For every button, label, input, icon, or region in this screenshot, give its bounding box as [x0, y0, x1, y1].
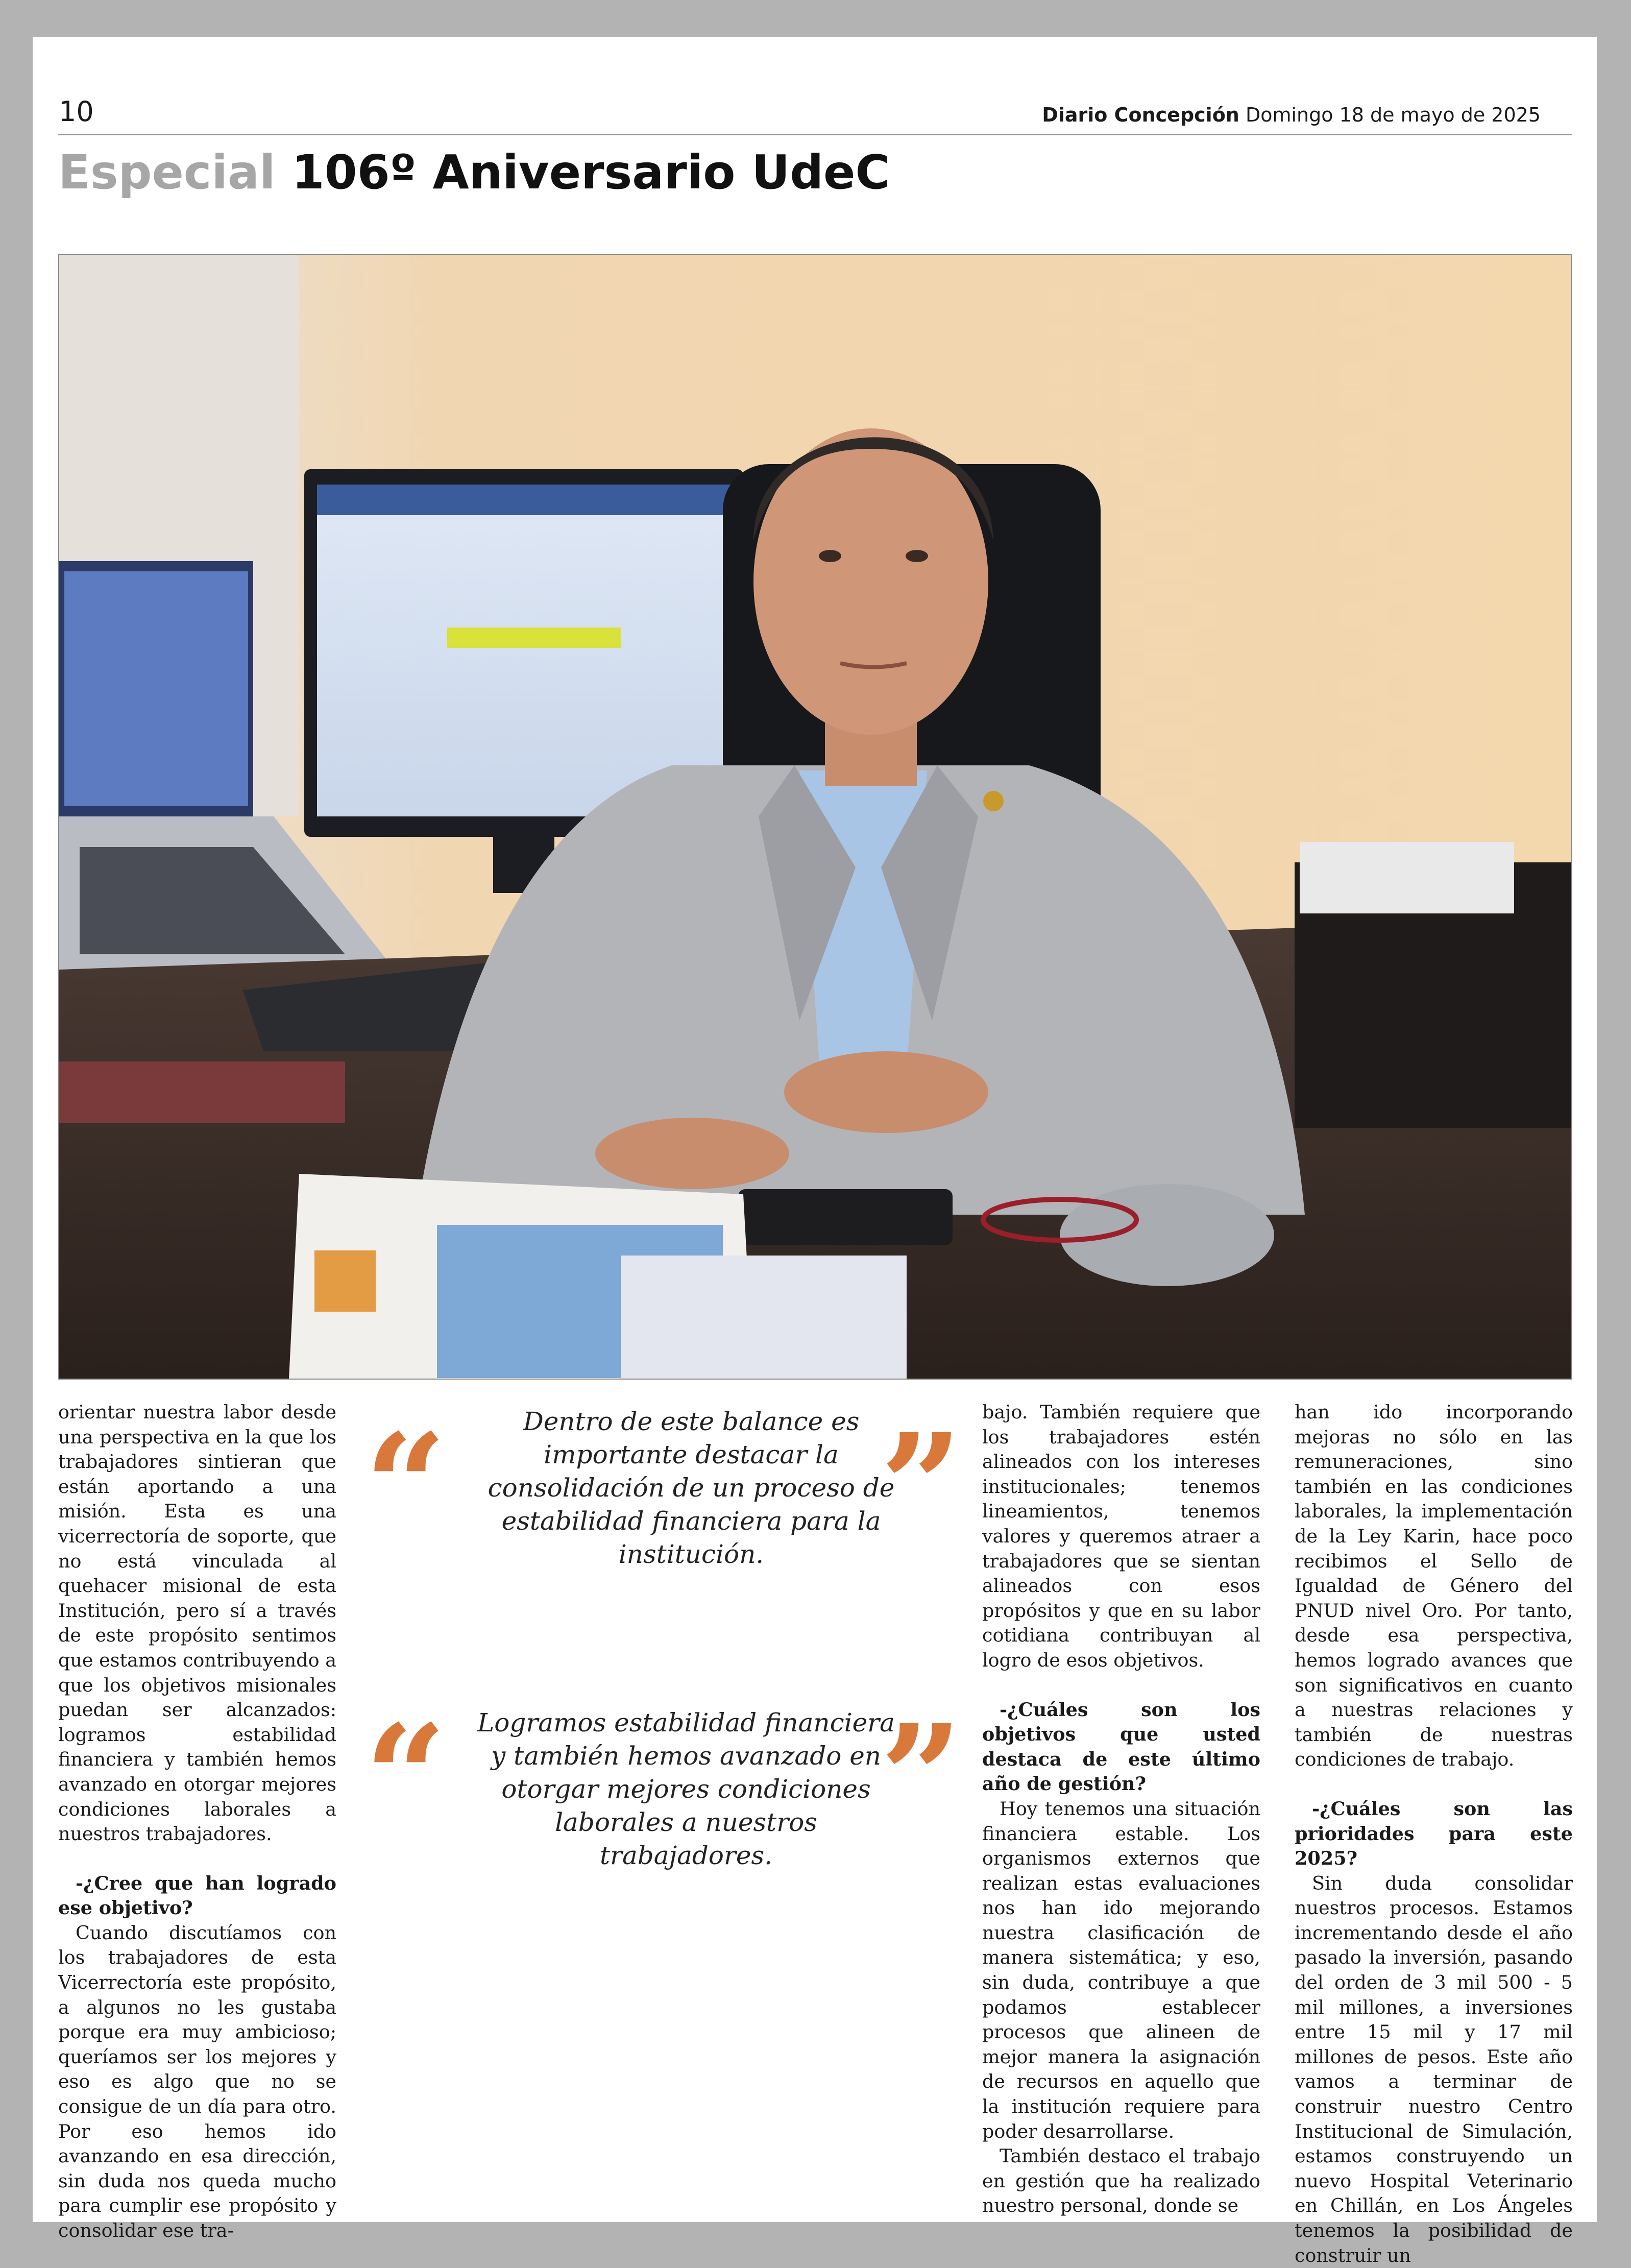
publication-name: Diario Concepción [1042, 104, 1239, 126]
col3-paragraph-1: bajo. También requiere que los trabajadores estén alineados con los intereses institucionales; tenemos lineamientos, tenemos valores y queremos atraer a trabajadores que se sientan alineados con esos propósitos y que en su labor cotidiana contribuyan al logro de esos objetivos. [982, 1401, 1260, 1671]
lapel-pin [983, 791, 1004, 811]
monitor-toolbar [317, 485, 731, 515]
col4-paragraph-1: han ido incorporando mejoras no sólo en las remuneraciones, sino también en las condiciones laborales, la implementación de la Ley Karin, hace poco recibimos el Sello de Igualdad de Género del PNUD nivel Oro. Por tanto, desde esa perspectiva, hemos logrado avances que son significativos en cuanto a nuestras relaciones y también de nuestras condiciones de trabajo. [1295, 1401, 1573, 1771]
mouse-pad [59, 1061, 345, 1123]
left-eye [819, 550, 841, 562]
section-headline: 106º Aniversario UdeC [291, 145, 890, 200]
close-quote-mark-1: ” [880, 1403, 963, 1571]
face-mask [621, 1256, 907, 1379]
laptop-screen [64, 571, 248, 806]
article-column-4 [1295, 1400, 1573, 2266]
section-kicker: Especial [58, 145, 276, 200]
papers [1300, 842, 1514, 913]
masthead [1042, 105, 1541, 125]
page-number: 10 [59, 95, 94, 128]
col4-question: -¿Cuáles son las prioridades para este 2025? [1295, 1797, 1573, 1870]
col3-question: -¿Cuáles son los objetivos que usted destaca de este último año de gestión? [982, 1698, 1260, 1795]
article-column-1 [58, 1400, 336, 2241]
interview-photo [58, 254, 1572, 1380]
header-rule [58, 134, 1572, 135]
pull-quote-2: Logramos estabilidad financiera y también hemos avanzado en otorgar mejores condiciones laborales a nuestros trabajadores. [477, 1708, 895, 1870]
newspaper-page [33, 37, 1597, 2266]
publication-date: Domingo 18 de mayo de 2025 [1245, 104, 1541, 126]
monitor-highlight [447, 628, 621, 648]
office-portrait-illustration [59, 255, 1571, 1379]
col1-paragraph-1: orientar nuestra labor desde una perspectiva en la que los trabajadores sintieran que están aportando a una misión. Esta es una vicerrectoría de soporte, que no está vinculada al quehacer misional de esta Institución, pero sí a través de este propósito sentimos que estamos contribuyendo a que los objetivos misionales puedan ser alcanzados: logramos estabilidad financiera y también hemos avanzado en otorgar mejores condiciones laborales a nuestros trabajadores. [58, 1401, 336, 1845]
calendar-accent [314, 1250, 376, 1312]
smartphone [738, 1189, 953, 1245]
open-quote-mark-2: “ [364, 1694, 447, 1862]
right-hand [784, 1051, 988, 1133]
col1-paragraph-2: Cuando discutíamos con los trabajadores de esta Vicerrectoría este propósito, a algunos no les gustaba porque era muy ambicioso; queríamos ser los mejores y eso es algo que no se consigue de un día para otro. Por eso hemos ido avanzando en esa dirección, sin duda nos queda mucho para cumplir ese propósito y consolidar ese tra- [58, 1921, 336, 2241]
pull-quote-1: Dentro de este balance es importante destacar la consolidación de un proceso de estabilidad financiera para la institución. [488, 1407, 895, 1569]
left-hand [595, 1118, 789, 1189]
col3-paragraph-2: Hoy tenemos una situación financiera estable. Los organismos externos que realizan estas evaluaciones nos han ido mejorando nuestra clasificación de manera sistemática; y eso, sin duda, contribuye a que podamos establecer procesos que alineen de mejor manera la asignación de recursos en aquello que la institución requiere para poder desarrollarse. [982, 1797, 1260, 2142]
right-eye [906, 550, 928, 562]
col3-paragraph-3: También destaco el trabajo en gestión que ha realizado nuestro personal, donde se [982, 2145, 1260, 2217]
col4-paragraph-2: Sin duda consolidar nuestros procesos. Estamos incrementando desde el año pasado la inversión, pasando del orden de 3 mil 500 - 5 mil millones, a inversiones entre 15 mil y 17 mil millones de pesos. Este año vamos a terminar de construir nuestro Centro Institucional de Simulación, estamos construyendo un nuevo Hospital Veterinario en Chillán, en Los Ángeles tenemos la posibilidad de construir un [1295, 1872, 1573, 2266]
col1-question: -¿Cree que han logrado ese objetivo? [58, 1872, 336, 1919]
section-title [58, 145, 890, 200]
open-quote-mark-1: “ [364, 1403, 447, 1571]
article-column-3 [982, 1400, 1260, 2217]
close-quote-mark-2: ” [880, 1694, 963, 1862]
